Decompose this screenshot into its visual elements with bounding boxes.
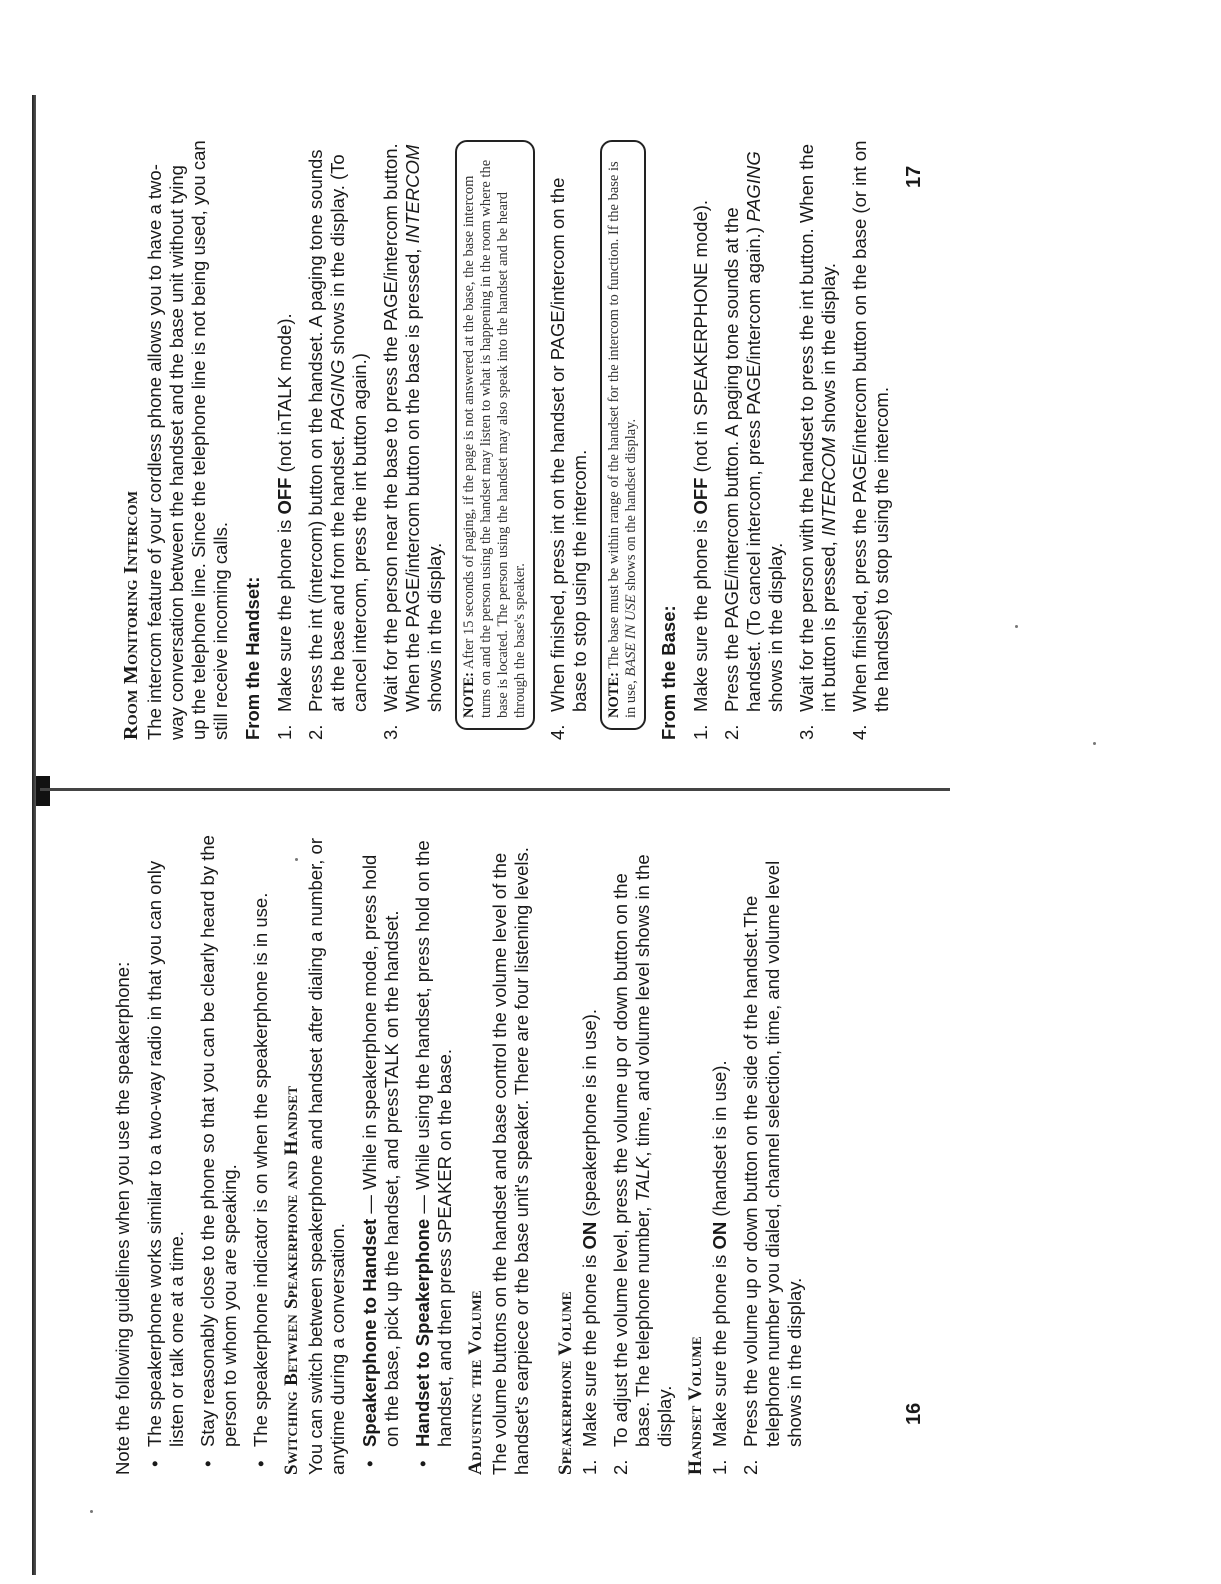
list-item xyxy=(380,140,446,740)
scan-edge xyxy=(32,95,36,1575)
list-item xyxy=(579,835,601,1475)
note-italic: BASE IN USE xyxy=(623,594,639,677)
step-text: shows in the display. xyxy=(765,542,786,712)
item-text: — While using the handset, press hold on the handset, and then press SPEAKER on the base. xyxy=(412,840,455,1447)
list-item: • The speakerphone works similar to a two-way radio in that you can only listen or talk one at a time. xyxy=(144,835,188,1475)
handset-volume-steps xyxy=(709,835,806,1475)
list-item xyxy=(690,140,712,740)
step-text: To adjust the volume level, press the volume up or down button on the base. The telephone number, xyxy=(610,873,653,1447)
item-label: Speakerphone to Handset xyxy=(359,1218,380,1447)
note-paging-box xyxy=(455,140,535,730)
list-item xyxy=(709,835,731,1475)
note-text: The base must be within range of the handset for the intercom to function. If the base is in use, xyxy=(606,161,639,718)
switch-list xyxy=(359,835,456,1475)
list-item xyxy=(305,140,371,740)
list-item xyxy=(274,140,296,740)
step-number: 2. xyxy=(721,724,742,740)
section-heading-handset-volume: Handset Volume xyxy=(685,1336,706,1475)
step-italic: TALK xyxy=(632,1156,653,1202)
list-item xyxy=(796,140,840,740)
page-fold-line xyxy=(40,788,950,791)
step-text: shows in the display. xyxy=(818,263,839,438)
step-text: (handset is in use). xyxy=(709,1060,730,1222)
step-number: 3. xyxy=(380,724,401,740)
section-heading-adjusting: Adjusting the Volume xyxy=(465,1290,486,1475)
step-italic: PAGING xyxy=(743,151,764,222)
intercom-intro: The intercom feature of your cordless phone allows you to have a two-way conversation between the handset and the base unit without tying up the telephone line. Since the telephone line is not being used, you can still receive incoming calls. xyxy=(144,140,231,740)
step-text: Wait for the person with the handset to press the int button. When the int button is pressed, xyxy=(796,144,839,712)
list-item xyxy=(610,835,676,1475)
step-bold: ON xyxy=(709,1221,730,1250)
right-page xyxy=(112,140,902,740)
step-italic: INTERCOM xyxy=(818,437,839,537)
step-number: 2. xyxy=(305,724,326,740)
scan-speck xyxy=(90,1510,93,1513)
step-number: 4. xyxy=(849,724,870,740)
list-item xyxy=(547,140,591,740)
step-text: Wait for the person near the base to press the PAGE/intercom button. When the PAGE/intercom button on the base is pressed, xyxy=(380,143,423,712)
step-number: 1. xyxy=(579,1459,600,1475)
item-text: — While in speakerphone mode, press hold on the base, pick up the handset, and pressTALK on the handset. xyxy=(359,854,402,1447)
handset-steps-cont xyxy=(547,140,591,740)
guidelines-list xyxy=(144,835,272,1475)
step-bold: ON xyxy=(579,1221,600,1250)
step-text: Make sure the phone is xyxy=(274,514,295,712)
step-number: 1. xyxy=(709,1459,730,1475)
from-handset-heading: From the Handset: xyxy=(242,576,263,740)
step-text: When finished, press the PAGE/intercom button on the base (or int on the handset) to stop using the intercom. xyxy=(849,140,892,712)
from-base-heading: From the Base: xyxy=(658,605,679,740)
base-steps xyxy=(690,140,893,740)
step-bold: OFF xyxy=(274,477,295,515)
speaker-volume-steps xyxy=(579,835,676,1475)
step-text: Press the PAGE/intercom button. A paging tone sounds at the handset. (To cancel intercom, press PAGE/intercom again.) xyxy=(721,207,764,712)
handset-steps xyxy=(274,140,446,740)
step-text: Press the volume up or down button on the side of the handset.The telephone number you dialed, channel selection, time, and volume level shows in the display. xyxy=(740,860,805,1447)
step-text: shows in the display. xyxy=(424,542,445,712)
step-number: 1. xyxy=(690,724,711,740)
step-number: 2. xyxy=(740,1459,761,1475)
step-text: When finished, press int on the handset or PAGE/intercom on the base to stop using the intercom. xyxy=(547,177,590,712)
step-text: (not inTALK mode). xyxy=(274,313,295,478)
step-text: Make sure the phone is xyxy=(579,1249,600,1447)
note-text: shows on the handset display. xyxy=(623,418,639,595)
binding-shadow xyxy=(36,776,50,806)
step-italic: PAGING xyxy=(327,359,348,431)
step-text: Make sure the phone is xyxy=(709,1249,730,1447)
scan-speck xyxy=(1093,742,1096,745)
step-text: shows in the display. (To cancel intercom, press the int button again.) xyxy=(327,154,370,712)
list-item xyxy=(849,140,893,740)
note-label: NOTE: xyxy=(461,672,477,718)
scan-speck xyxy=(295,858,298,861)
page-number-right: 17 xyxy=(903,165,925,188)
section-heading-intercom: Room Monitoring Intercom xyxy=(120,490,142,740)
step-bold: OFF xyxy=(690,477,711,515)
scan-speck xyxy=(1015,625,1018,628)
note-range-box xyxy=(600,140,646,730)
step-number: 2. xyxy=(610,1459,631,1475)
step-text: , time, and volume level shows in the display. xyxy=(632,854,675,1447)
list-item xyxy=(412,835,456,1475)
item-label: Handset to Speakerphone xyxy=(412,1218,433,1447)
section-heading-switching: Switching Between Speakerphone and Handset xyxy=(281,1085,302,1475)
note-text: After 15 seconds of paging, if the page is not answered at the base, the base intercom turns on and the person using the handset may listen to what is happening in the room where the base is located. The person using the handset may also speak into the handset and be heard through the base's speaker. xyxy=(461,159,528,718)
note-label: NOTE: xyxy=(606,672,622,718)
step-number: 1. xyxy=(274,724,295,740)
step-text: (not in SPEAKERPHONE mode). xyxy=(690,199,711,478)
step-text: (speakerphone is in use). xyxy=(579,1008,600,1222)
step-number: 3. xyxy=(796,724,817,740)
list-item: • The speakerphone indicator is on when the speakerphone is in use. xyxy=(250,835,272,1475)
list-item xyxy=(721,140,787,740)
section-heading-speaker-volume: Speakerphone Volume xyxy=(555,1291,576,1475)
switching-text: You can switch between speakerphone and handset after dialing a number, or anytime during a conversation. xyxy=(305,838,348,1475)
list-item: • Stay reasonably close to the phone so that you can be clearly heard by the person to whom you are speaking. xyxy=(197,835,241,1475)
left-page xyxy=(112,835,815,1475)
page-number-left: 16 xyxy=(903,1402,925,1425)
step-number: 4. xyxy=(547,724,568,740)
step-text: Make sure the phone is xyxy=(690,514,711,712)
adjusting-text: The volume buttons on the handset and base control the volume level of the handset's earpiece or the base unit's speaker. There are four listening levels. xyxy=(489,847,532,1475)
list-item xyxy=(740,835,806,1475)
list-item xyxy=(359,835,403,1475)
step-italic: INTERCOM xyxy=(402,144,423,244)
speakerphone-intro: Note the following guidelines when you use the speakerphone: xyxy=(112,961,133,1475)
step-text: Press the int (intercom) button on the handset. A paging tone sounds at the base and from the handset. xyxy=(305,149,348,712)
